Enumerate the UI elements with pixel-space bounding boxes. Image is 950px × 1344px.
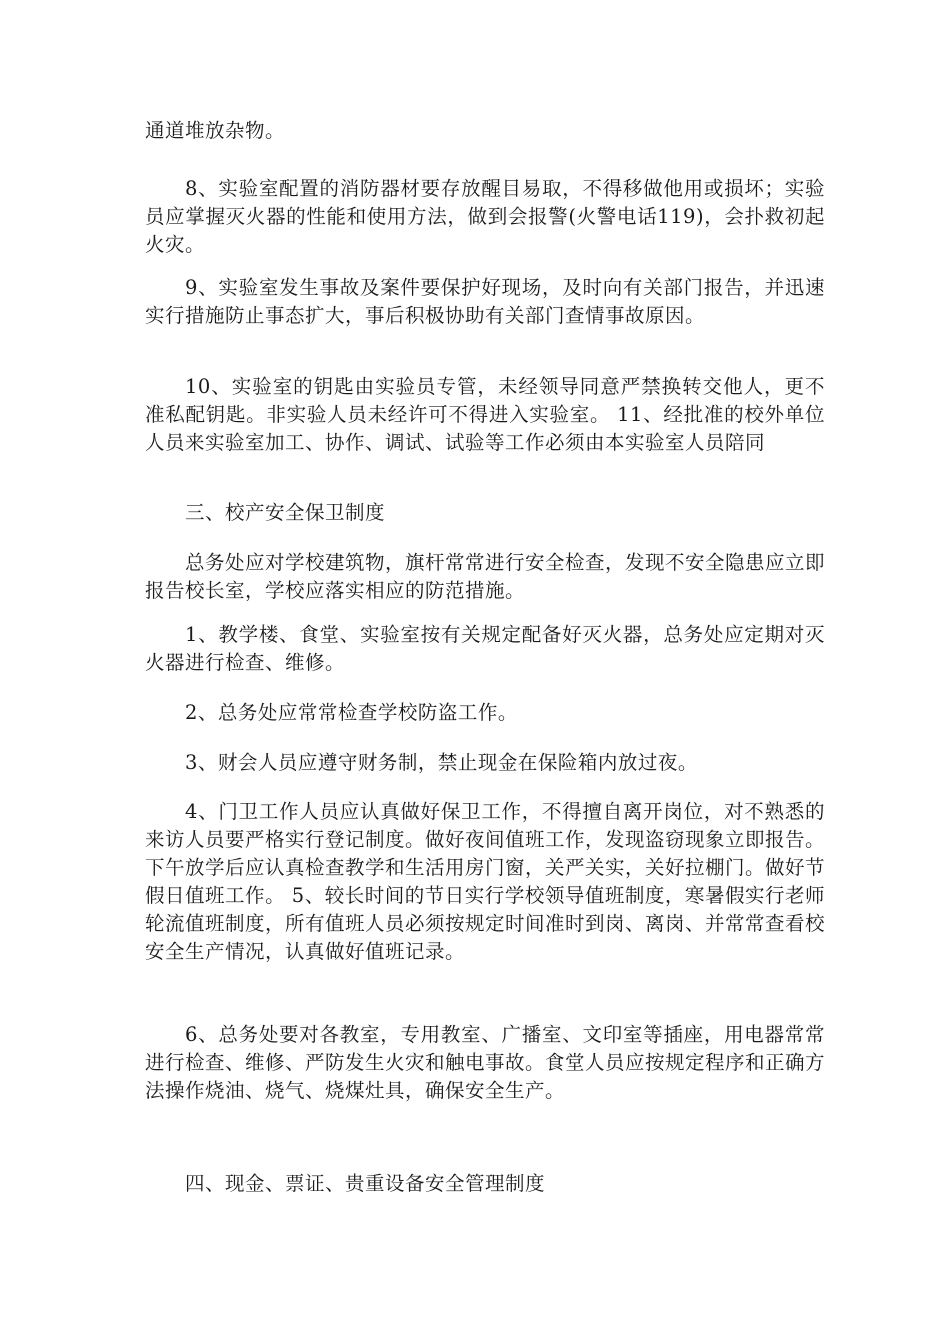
section-heading-4: 四、现金、票证、贵重设备安全管理制度 [185,1172,546,1195]
paragraph-section3-intro: 总务处应对学校建筑物，旗杆常常进行安全检查，发现不安全隐患应立即报告校长室，学校应落实相应的防范措施。 [145,551,826,602]
paragraph-item-10-11: 10、实验室的钥匙由实验员专管，未经领导同意严禁换转交他人，更不准私配钥匙。非实验人员未经许可不得进入实验室。 11、经批准的校外单位人员来实验室加工、协作、调试、试验等工作必须由本实验室人员陪同 [145,375,825,454]
paragraph-section3-item-2: 2、总务处应常常检查学校防盗工作。 [185,701,518,724]
paragraph-item-8: 8、实验室配置的消防器材要存放醒目易取，不得移做他用或损坏；实验员应掌握灭火器的性能和使用方法，做到会报警(火警电话119)，会扑救初起火灾。 [145,177,825,256]
paragraph-item-9: 9、实验室发生事故及案件要保护好现场，及时向有关部门报告，并迅速实行措施防止事态扩大，事后积极协助有关部门查情事故原因。 [145,276,825,327]
section-heading-3: 三、校产安全保卫制度 [185,501,386,524]
paragraph-section3-item-4-5: 4、门卫工作人员应认真做好保卫工作，不得擅自离开岗位，对不熟悉的来访人员要严格实行登记制度。做好夜间值班工作，发现盗窃现象立即报告。下午放学后应认真检查教学和生活用房门窗，关严关实，关好拉棚门。做好节假日值班工作。 5、较长时间的节日实行学校领导值班制度，寒暑假实行老师轮流值班制度，所有值班人员必须按规定时间准时到岗、离岗、并常常查看校安全生产情况，认真做好值班记录。 [145,800,826,963]
paragraph-section3-item-1: 1、教学楼、食堂、实验室按有关规定配备好灭火器，总务处应定期对灭火器进行检查、维修。 [145,623,825,674]
document-page [145,0,825,1344]
paragraph-continuation: 通道堆放杂物。 [145,119,286,142]
paragraph-section3-item-6: 6、总务处要对各教室，专用教室、广播室、文印室等插座，用电器常常进行检查、维修、严防发生火灾和触电事故。食堂人员应按规定程序和正确方法操作烧油、烧气、烧煤灶具，确保安全生产。 [145,1023,826,1102]
paragraph-section3-item-3: 3、财会人员应遵守财务制，禁止现金在保险箱内放过夜。 [185,751,698,774]
